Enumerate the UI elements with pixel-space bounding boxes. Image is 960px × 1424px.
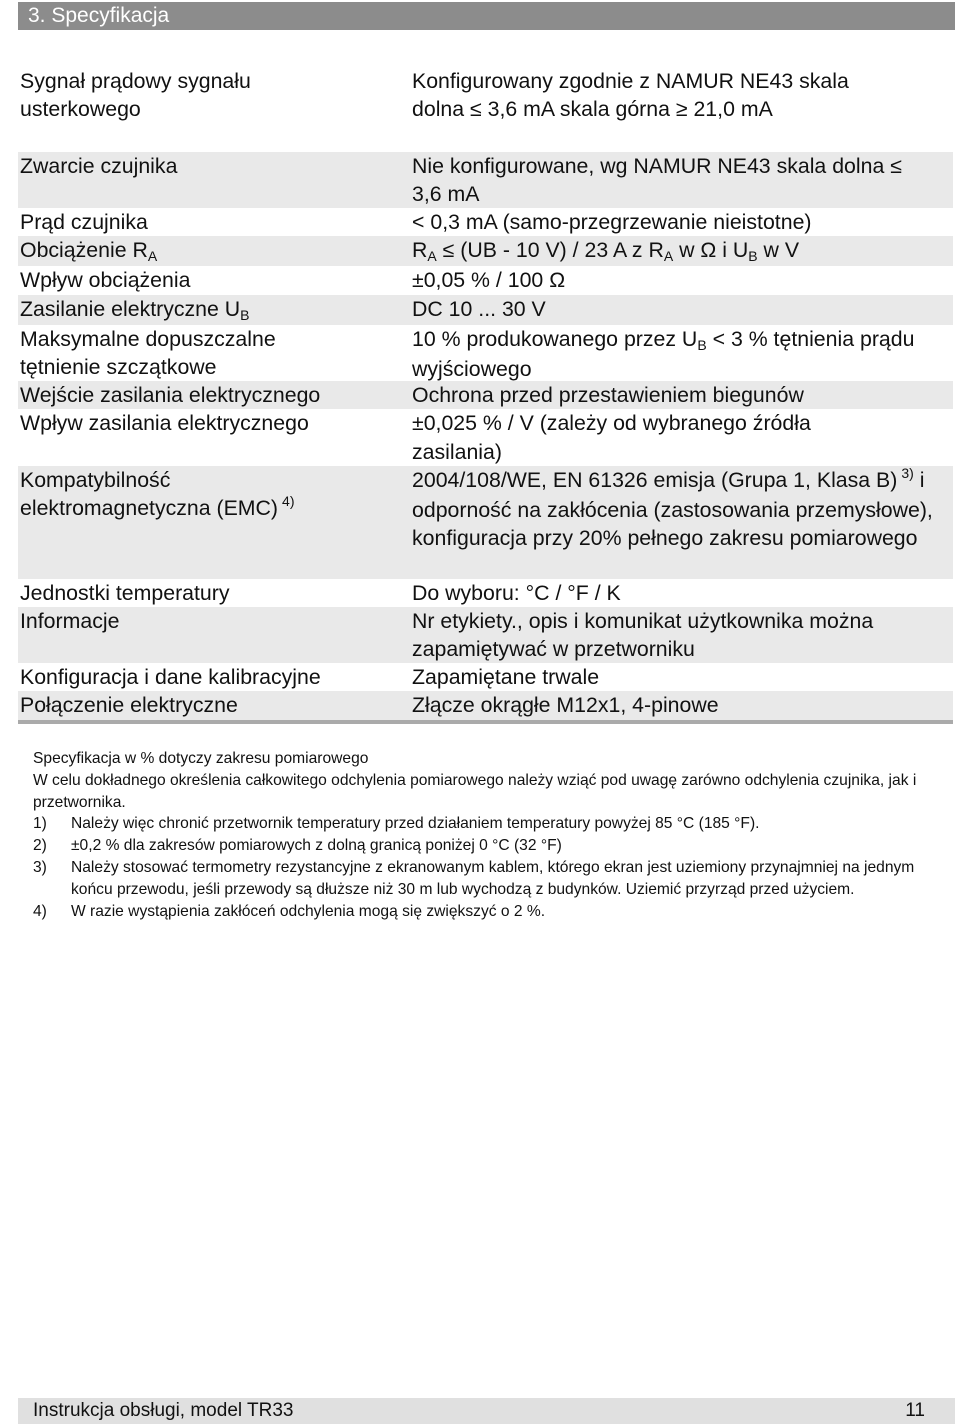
footnote-item bbox=[33, 857, 923, 901]
superscript: 4) bbox=[282, 492, 295, 509]
spec-label: Jednostki temperatury bbox=[20, 580, 230, 605]
spec-value: Zapamiętane trwale bbox=[412, 665, 600, 690]
footnote-intro: W celu dokładnego określenia całkowitego odchylenia pomiarowego należy wziąć pod uwagę zarówno odchylenia czujnika, jak i przetwornika. bbox=[33, 771, 917, 811]
footnote-item bbox=[33, 901, 923, 923]
value-text: w Ω i U bbox=[673, 238, 749, 263]
spec-label: Sygnał prądowy sygnału usterkowego bbox=[20, 69, 251, 122]
spec-value: < 0,3 mA (samo-przegrzewanie nieistotne) bbox=[412, 209, 812, 234]
footnote-text: Należy stosować termometry rezystancyjne z ekranowanym kablem, którego ekran jest uziemiony przynajmniej na jednym końcu przewodu, jeśli przewody są dłuższe niż 30 m lub wychodzą z budynków. Uziemić przyrząd przed użyciem. bbox=[71, 858, 915, 898]
spec-label-text: Kompatybilność elektromagnetyczna (EMC) bbox=[20, 467, 279, 520]
spec-label: Informacje bbox=[20, 608, 120, 633]
spec-row-power-influence bbox=[18, 409, 953, 465]
spec-row-information bbox=[18, 607, 953, 663]
subscript: A bbox=[427, 248, 437, 265]
spec-label: Połączenie elektryczne bbox=[20, 693, 238, 718]
section-title: 3. Specyfikacja bbox=[18, 2, 955, 30]
subscript: A bbox=[147, 248, 158, 265]
spec-row-emc bbox=[18, 466, 953, 579]
spec-row-sensor-short bbox=[18, 152, 953, 208]
spec-row-electrical-connection bbox=[18, 691, 953, 719]
subscript: B bbox=[697, 336, 707, 353]
spec-label: Maksymalne dopuszczalne tętnienie szczątkowe bbox=[20, 326, 276, 379]
footnote-text: Należy więc chronić przetwornik temperatury przed działaniem temperatury powyżej 85 °C (185 °F). bbox=[71, 815, 760, 833]
subscript: B bbox=[240, 306, 250, 323]
spec-value: Ochrona przed przestawieniem biegunów bbox=[412, 383, 804, 408]
subscript: B bbox=[748, 248, 758, 265]
spec-value bbox=[412, 236, 953, 266]
spec-row-config-calibration bbox=[18, 663, 953, 691]
footnote-number: 3) bbox=[33, 858, 47, 876]
spec-label-text: Obciążenie R bbox=[20, 238, 148, 263]
footnotes bbox=[33, 748, 923, 922]
spec-value: Nie konfigurowane, wg NAMUR NE43 skala dolna ≤ 3,6 mA bbox=[412, 153, 902, 206]
spec-value: Konfigurowany zgodnie z NAMUR NE43 skala dolna ≤ 3,6 mA skala górna ≥ 21,0 mA bbox=[412, 69, 849, 122]
spec-value: Złącze okrągłe M12x1, 4-pinowe bbox=[412, 693, 719, 718]
value-text: i odporność na zakłócenia (zastosowania przemysłowe), konfiguracja przy 20% pełnego zakresu pomiarowego bbox=[412, 467, 933, 551]
spec-label bbox=[18, 236, 412, 266]
spec-label: Prąd czujnika bbox=[20, 209, 148, 234]
spec-value: Do wyboru: °C / °F / K bbox=[412, 580, 621, 605]
value-text: 2004/108/WE, EN 61326 emisja (Grupa 1, Klasa B) bbox=[412, 467, 898, 492]
value-text: ≤ (UB - 10 V) / 23 A z R bbox=[436, 238, 664, 263]
footnote-number: 2) bbox=[33, 837, 47, 855]
page-number: 11 bbox=[905, 1400, 925, 1421]
spec-row-sensor-current bbox=[18, 208, 953, 236]
spec-label: Wpływ zasilania elektrycznego bbox=[20, 411, 309, 436]
spec-value: ±0,025 % / V (zależy od wybranego źródła zasilania) bbox=[412, 411, 811, 464]
footnote-item bbox=[33, 813, 923, 835]
spec-row-fault-signal bbox=[18, 67, 953, 152]
spec-value bbox=[412, 325, 953, 381]
footnote-intro: Specyfikacja w % dotyczy zakresu pomiarowego bbox=[33, 750, 369, 767]
spec-label bbox=[18, 295, 412, 325]
value-text: w V bbox=[757, 238, 800, 263]
spec-value: Nr etykiety., opis i komunikat użytkownika można zapamiętywać w przetworniku bbox=[412, 608, 874, 661]
spec-row-power-supply bbox=[18, 295, 953, 325]
spec-row-temp-units bbox=[18, 579, 953, 607]
specification-table bbox=[18, 67, 953, 724]
spec-row-load bbox=[18, 236, 953, 266]
page-footer bbox=[18, 1398, 955, 1424]
spec-value: DC 10 ... 30 V bbox=[412, 296, 546, 321]
spec-label bbox=[18, 466, 412, 579]
spec-value bbox=[412, 466, 953, 579]
footer-manual-title: Instrukcja obsługi, model TR33 bbox=[33, 1400, 294, 1421]
spec-row-power-input bbox=[18, 381, 953, 409]
footnote-text: ±0,2 % dla zakresów pomiarowych z dolną granicą poniżej 0 °C (32 °F) bbox=[71, 837, 562, 855]
superscript: 3) bbox=[901, 464, 914, 481]
spec-label: Wpływ obciążenia bbox=[20, 268, 191, 293]
value-text: < 3 % tętnienia prądu wyjściowego bbox=[412, 326, 915, 381]
footnote-number: 1) bbox=[33, 815, 47, 833]
spec-row-load-influence bbox=[18, 266, 953, 294]
footnote-number: 4) bbox=[33, 902, 47, 920]
spec-label-text: Zasilanie elektryczne U bbox=[20, 296, 241, 321]
spec-row-ripple bbox=[18, 325, 953, 381]
footnote-text: W razie wystąpienia zakłóceń odchylenia mogą się zwiększyć o 2 %. bbox=[71, 902, 546, 920]
spec-label: Zwarcie czujnika bbox=[20, 153, 178, 178]
spec-label: Konfiguracja i dane kalibracyjne bbox=[20, 665, 321, 690]
value-text: 10 % produkowanego przez U bbox=[412, 326, 698, 351]
subscript: A bbox=[663, 248, 674, 265]
footnote-item bbox=[33, 835, 923, 857]
spec-label: Wejście zasilania elektrycznego bbox=[20, 383, 321, 408]
spec-value: ±0,05 % / 100 Ω bbox=[412, 268, 566, 293]
value-text: R bbox=[412, 238, 428, 263]
